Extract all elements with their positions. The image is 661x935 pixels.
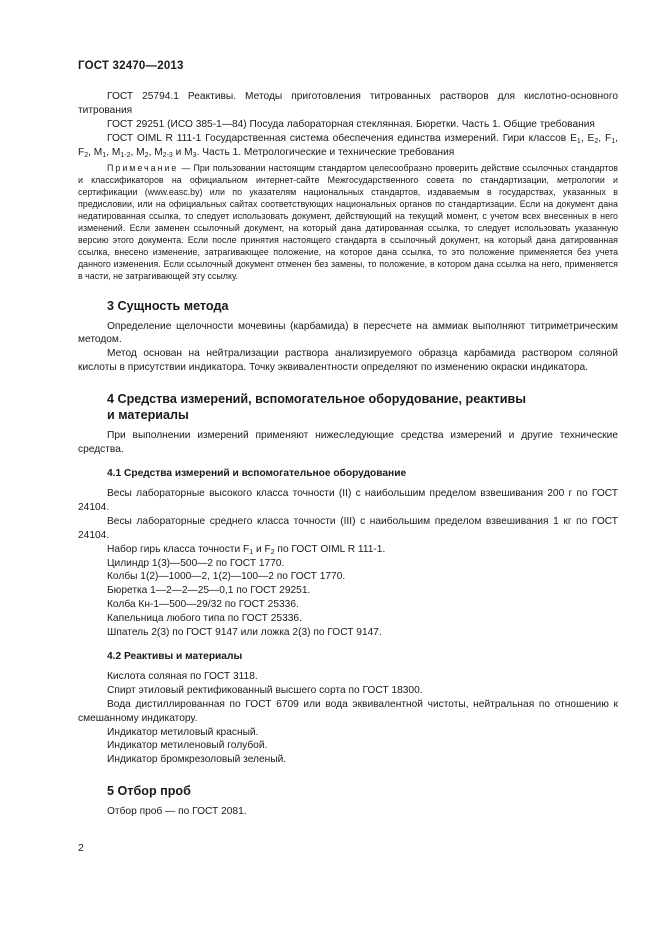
reference-gost-25794: ГОСТ 25794.1 Реактивы. Методы приготовления титрованных растворов для кислотно-основного титрования — [78, 91, 618, 116]
note-paragraph — [78, 162, 618, 282]
list-item: Кислота соляная по ГОСТ 3118. — [107, 670, 258, 682]
list-item: Цилиндр 1(3)—500—2 по ГОСТ 1770. — [107, 557, 285, 569]
list-item: Индикатор бромкрезоловый зеленый. — [107, 754, 287, 766]
document-header: ГОСТ 32470—2013 — [78, 60, 184, 72]
section-5-heading: 5 Отбор проб — [107, 784, 191, 799]
list-item: Индикатор метиленовый голубой. — [107, 740, 268, 752]
page-number: 2 — [78, 842, 84, 854]
note-text: — При пользовании настоящим стандартом целесообразно проверить действие ссылочных стандартов и классификаторов на официальном интернет-сайте Межгосударственного совета по стандартизации, метрологии и сертификации (www.easc.by) или по указателям национальных стандартов, издаваемым в государствах, указанных в предисловии, или на официальных сайтах соответствующих национальных органов по стандартизации. Если на документ дана недатированная ссылка, то следует использовать документ, действующий на текущий момент, с учетом всех внесенных в него изменений. Если заменен ссылочный документ, на который дана датированная ссылка, то следует использовать указанную версию этого документа. Если после принятия настоящего стандарта в ссылочный документ, на который дана датированная ссылка, внесено изменение, затрагивающее положение, на которое дана ссылка, то это положение применяется без учета данного изменения. Если ссылочный документ отменен без замены, то положение, в котором дана ссылка на него, применяется в части, не затрагивающей эту ссылку. — [78, 162, 618, 281]
section-3-paragraph-2: Метод основан на нейтрализации раствора анализируемого образца карбамида раствором соляной кислоты в присутствии индикатора. Точку эквивалентности определяют по изменению окраски индикатора. — [78, 348, 618, 374]
subsection-4-2-heading: 4.2 Реактивы и материалы — [107, 650, 243, 662]
list-item: Колба Кн-1—500—29/32 по ГОСТ 25336. — [107, 599, 299, 611]
section-4-heading-line-2: и материалы — [107, 408, 189, 423]
note-label: Примечание — [107, 162, 179, 173]
list-item: Весы лабораторные высокого класса точности (II) с наибольшим пределом взвешивания 200 г по ГОСТ 24104. — [78, 487, 618, 513]
section-3-paragraph-1: Определение щелочности мочевины (карбамида) в пересчете на аммиак выполняют титриметрическим методом. — [78, 320, 618, 346]
list-item: Вода дистиллированная по ГОСТ 6709 или вода эквивалентной чистоты, нейтральная по отношению к смешанному индикатору. — [78, 698, 618, 724]
subsection-4-1-heading: 4.1 Средства измерений и вспомогательное оборудование — [107, 467, 407, 479]
section-5-paragraph: Отбор проб — по ГОСТ 2081. — [107, 806, 247, 818]
list-item: Бюретка 1—2—2—25—0,1 по ГОСТ 29251. — [107, 585, 311, 597]
list-item-weights: Набор гирь класса точности $F_1$ и $F_2$ по ГОСТ OIML R 111-1. — [107, 543, 386, 556]
section-4-heading-line-1: 4 Средства измерений, вспомогательное оборудование, реактивы — [107, 392, 526, 407]
section-4-intro: При выполнении измерений применяют нижеследующие средства измерений и другие технические средства. — [78, 430, 618, 456]
list-item: Весы лабораторные среднего класса точности (III) с наибольшим пределом взвешивания 1 кг по ГОСТ 24104. — [78, 515, 618, 541]
document-body — [78, 90, 618, 819]
list-item: Капельница любого типа по ГОСТ 25336. — [107, 613, 302, 625]
section-3-heading: 3 Сущность метода — [107, 298, 229, 313]
list-item: Шпатель 2(3) по ГОСТ 9147 или ложка 2(3) по ГОСТ 9147. — [107, 627, 382, 639]
reference-gost-oiml: ГОСТ OIML R 111-1 Государственная система обеспечения единства измерений. Гири классов $E_1$, $E_2$, $F_1$, $F_2$, $M_1$, $M_{1-2}$, $M_2$, $M_{2-3}$ и $M_3$. Часть 1. Метрологические и технические требования — [78, 132, 618, 159]
list-item: Спирт этиловый ректификованный высшего сорта по ГОСТ 18300. — [107, 684, 423, 696]
list-item: Колбы 1(2)—1000—2, 1(2)—100—2 по ГОСТ 1770. — [107, 571, 346, 583]
list-item: Индикатор метиловый красный. — [107, 726, 259, 738]
reference-gost-29251: ГОСТ 29251 (ИСО 385-1—84) Посуда лабораторная стеклянная. Бюретки. Часть 1. Общие требования — [107, 118, 595, 130]
